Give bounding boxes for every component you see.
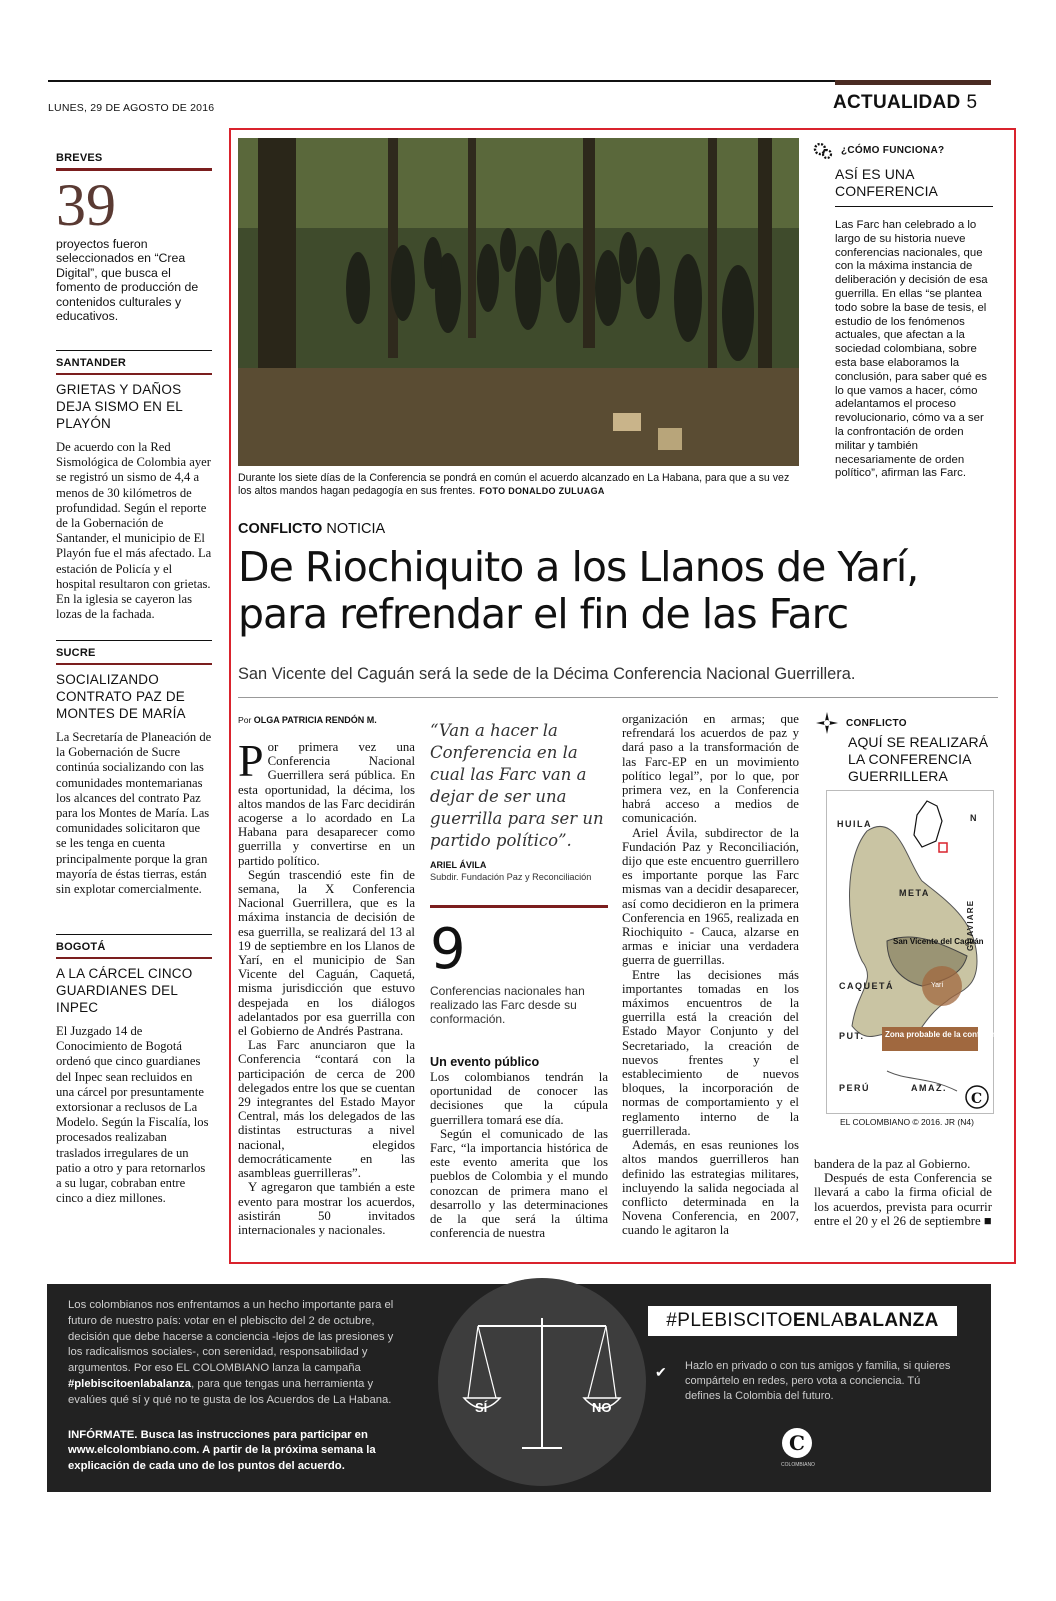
stat-number: 9	[430, 917, 466, 982]
drop-cap: P	[238, 735, 264, 786]
info-box-rule	[835, 206, 993, 207]
paragraph: Ariel Ávila, subdirector de la Fundación Paz y Reconciliación, dijo que este encuentro guerrillero es importante porque las Farc mismas van a decidir desaparecer, así como decidieron en la primera Conferencia en 1965, realizada en Riochiquito - Cauca, alzarse en armas e iniciar una verdadera guerra de guerrillas.	[622, 825, 799, 968]
stat-rule	[430, 905, 608, 908]
ad-hashtag-inline: #plebiscitoenlabalanza	[68, 1377, 192, 1390]
info-box-body: Las Farc han celebrado a lo largo de su historia nueve conferencias nacionales, que con la máxima instancia de deliberación y decisión de esa guerrilla. En ellas “se plantea todo sobre la base de tesis, el estudio de los fenómenos actuales, que afectan a la sociedad colombiana, sobre esta base elaboramos la conclusión, para saber qué es lo que vamos a hacer, cómo adelantamos el proceso revolucionario, cómo va a ser la confrontación de orden militar y también necesariamente de orden político”, afirman las Farc.	[835, 219, 988, 480]
map-north-label: N	[970, 813, 977, 823]
breves-number: 39	[56, 172, 116, 238]
caption-text: Durante los siete días de la Conferencia se pondrá en común el acuerdo alcanzado en La Habana, para que a su vez los altos mandos hagan pedagogía en sus frentes.	[238, 472, 790, 497]
paragraph: Y agregaron que también a este evento para mostrar los acuerdos, asistirán 50 invitados internacionales y nacionales.	[238, 1180, 415, 1237]
map-logo: C	[971, 1091, 983, 1107]
map-label-peru: PERÚ	[839, 1083, 871, 1093]
brief-region: SANTANDER	[56, 357, 127, 369]
map-label-guaviare: GUAVIARE	[966, 899, 975, 951]
subhead-rule	[238, 697, 998, 698]
paragraph: Entre las decisiones más importantes tomadas en los máximos encuentros de la guerrilla está la creación del Estado Mayor Conjunto y del Secretariado, la creación de nuevos frentes y el establecimiento de nuevos bloques, la incorporación de normas de comportamiento y el reglamento interno de la guerrillerada.	[622, 967, 799, 1138]
brief-body: El Juzgado 14 de Conocimiento de Bogotá ordenó que cinco guardianes del Inpec sean recluidos en una cárcel por presuntamente extorsionar a reclusos de La Modelo. Según la Fiscalía, los procesados realizaban traslados irregulares de un patio a otro y para retornarlos a su lugar, cobraban entre cinco a diez millones.	[56, 1024, 209, 1206]
brief-bogota	[56, 934, 212, 1206]
scale-yes-label: SÍ	[475, 1400, 488, 1415]
article-column-3	[622, 712, 799, 1238]
campaign-hashtag: #PLEBISCITOENLABALANZA	[648, 1306, 957, 1336]
paragraph: Según trascendió este fin de semana, la X Conferencia Nacional Guerrillera, que es la máxima instancia de decisión de esa guerrilla, se realizará del 13 al 19 de septiembre en los Llanos de Yarí, en el municipio de San Vicente del Caguán, Caquetá, misma jurisdicción que estuvo despejada en los diálogos adelantados por esa guerrilla con el Gobierno de Andrés Pastrana.	[238, 867, 415, 1039]
map-label-zona: Zona probable de la conferencia	[885, 1030, 1008, 1039]
article-subhead: San Vicente del Caguán será la sede de la Décima Conferencia Nacional Guerrillera.	[238, 665, 856, 683]
breves-text: proyectos fueron seleccionados en “Crea Digital”, que busca el fomento de producción de contenidos culturales y educativos.	[56, 237, 199, 324]
article-column-2	[430, 1070, 608, 1240]
byline	[238, 715, 377, 725]
check-icon: ✔	[655, 1364, 667, 1380]
brief-sucre	[56, 640, 212, 897]
guerrilla-photo	[238, 138, 799, 466]
info-box-header	[813, 142, 993, 160]
map-label-huila: HUILA	[837, 819, 872, 829]
gears-icon	[813, 142, 833, 160]
kicker-light: NOTICIA	[326, 521, 386, 537]
article-kicker	[238, 521, 385, 537]
map-label-amaz: AMAZ.	[911, 1083, 947, 1093]
map-graphic	[827, 791, 1008, 1113]
map-box-label: CONFLICTO	[846, 717, 907, 729]
quote-author: ARIEL ÁVILA	[430, 860, 487, 870]
quote-role: Subdir. Fundación Paz y Reconciliación	[430, 872, 592, 882]
photo-credit: FOTO DONALDO ZULUAGA	[479, 486, 605, 496]
map-credit: EL COLOMBIANO © 2016. JR (N4)	[840, 1117, 974, 1127]
brief-headline: A LA CÁRCEL CINCO GUARDIANES DEL INPEC	[56, 966, 193, 1015]
article-column-4	[814, 1157, 992, 1228]
logo-text: COLOMBIANO	[781, 1462, 815, 1468]
stat-text: Conferencias nacionales han realizado las Farc desde su conformación.	[430, 984, 585, 1026]
info-box-label: ¿CÓMO FUNCIONA?	[841, 145, 945, 157]
brief-body: De acuerdo con la Red Sismológica de Colombia ayer se registró un sismo de 4,4 a menos de 30 kilómetros de profundidad. Según el reporte de la Gobernación de Santander, el municipio de El Playón fue el más afectado. La estación de Policía y el hospital resultaron con grietas. En la iglesia se cayeron las lozas de la fachada.	[56, 440, 212, 622]
map-box-headline: AQUÍ SE REALIZARÁ LA CONFERENCIA GUERRILLERA	[848, 734, 989, 784]
map-label-san-vicente: San Vicente del Caguán	[893, 937, 984, 946]
ad-side-text: Hazlo en privado o con tus amigos y familia, si quieres compártelo en redes, pero vota a conciencia. Tú defines la Colombia del futuro.	[685, 1360, 951, 1402]
map-label-put: PUT.	[839, 1031, 865, 1041]
brief-rule	[56, 934, 212, 935]
map-label-meta: META	[899, 888, 930, 898]
brief-headline: SOCIALIZANDO CONTRATO PAZ DE MONTES DE MARÍA	[56, 672, 186, 721]
paragraph: Los colombianos tendrán la oportunidad de conocer las decisiones que la cúpula guerrillera tomará ese día.	[430, 1070, 608, 1127]
brief-rule	[56, 350, 212, 351]
issue-date: LUNES, 29 DE AGOSTO DE 2016	[48, 102, 215, 114]
brief-region: SUCRE	[56, 647, 96, 659]
paragraph: Según el comunicado de las Farc, “la importancia histórica de este evento amerita que los pueblos de Colombia y el mundo conozcan de primera mano el desarrollo y las determinaciones de la que será la última conferencia de nuestra	[430, 1126, 608, 1241]
kicker-bold: CONFLICTO	[238, 521, 323, 537]
info-box	[813, 142, 993, 481]
map-box-header	[816, 712, 992, 785]
photo-caption	[238, 472, 799, 498]
compass-icon	[816, 712, 838, 734]
brief-region-rule	[56, 957, 212, 959]
paragraph: bandera de la paz al Gobierno.	[814, 1157, 971, 1171]
el-colombiano-logo: C	[782, 1428, 812, 1458]
paragraph: Después de esta Conferencia se llevará a cabo la firma oficial de los acuerdos, prevista para ocurrir entre el 20 y el 26 de septiembre ■	[814, 1171, 992, 1228]
sub-heading: Un evento público	[430, 1055, 540, 1069]
breves-label: BREVES	[56, 152, 103, 164]
section-accent-bar	[835, 80, 991, 85]
colombia-map	[826, 790, 1008, 1114]
article-column-1	[238, 735, 415, 1237]
page-number: 5	[966, 92, 978, 113]
paragraph: organización en armas; que refrendará los acuerdos de paz y dará paso a la transformación de las Farc-EP en un movimiento político legal”, por lo que, por primera vez, en la Conferencia habrá acceso a medios de comunicación.	[622, 712, 799, 826]
brief-headline: GRIETAS Y DAÑOS DEJA SISMO EN EL PLAYÓN	[56, 382, 183, 431]
brief-region-rule	[56, 663, 212, 665]
scale-no-label: NO	[592, 1400, 612, 1415]
map-label-caqueta: CAQUETÁ	[839, 981, 894, 991]
pull-quote: “Van a hacer la Conferencia en la cual las Farc van a dejar de ser una guerrilla para ser un partido político”.	[430, 721, 604, 850]
brief-body: La Secretaría de Planeación de la Gobernación de Sucre continúa socializando con las comunidades montemarianas los alcances del contrato Paz para los Montes de María. Las comunidades solicitaron que se les tenga en cuenta principalmente porque la gran mayoría de éstas tierras, están sin explotar comercialmente.	[56, 730, 212, 897]
byline-name: OLGA PATRICIA RENDÓN M.	[253, 715, 377, 725]
ad-text: Los colombianos nos enfrentamos a un hecho importante para el futuro de nuestro país: votar en el plebiscito del 2 de octubre, decisión que debe hacerse a conciencia -lejos de las presiones y los radicalismos sociales-, con serenidad, responsabilidad y argumentos. Por eso EL COLOMBIANO lanza la campaña #plebiscitoenlabalanza, para que tengas una herramienta y evalúes qué sí y qué no te gusta de los Acuerdos de La Habana.	[68, 1299, 394, 1406]
paragraph: Las Farc anunciaron que la Conferencia “contará con la participación de cerca de 200 delegados entre los que se cuentan 29 integrantes del Estado Mayor Central, más los delegados de las distintas estructuras a nivel nacional, elegidos democráticamente en las asambleas guerrilleras”.	[238, 1038, 415, 1181]
brief-santander	[56, 350, 212, 622]
sidebar	[56, 152, 212, 323]
brief-region-rule	[56, 373, 212, 375]
forest-scene-image	[238, 138, 799, 466]
paragraph: Además, en esas reuniones los altos mandos guerrilleros han definido las estrategias militares, incluyendo la salida negociada al conflicto determinada en la Novena Conferencia, en 2007, cuando le agitaron la	[622, 1138, 799, 1238]
breves-rule	[56, 168, 212, 171]
balance-scale-icon	[438, 1278, 646, 1486]
paragraph: Por primera vez una Conferencia Nacional Guerrillera será pública. En esta oportunidad, la décima, los altos mandos de las Farc decidirán acogerse a lo acordado en La Habana para desaparecer como guerrilla y convertirse en un partido político.	[238, 735, 415, 868]
article-headline: De Riochiquito a los Llanos de Yarí, para refrendar el fin de las Farc	[238, 543, 919, 638]
section-name: ACTUALIDAD	[833, 92, 961, 113]
byline-prefix: Por	[238, 715, 252, 725]
ad-scale-circle	[438, 1278, 646, 1486]
map-label-yari: Yarí	[931, 982, 944, 989]
ad-cta: INFÓRMATE. Busca las instrucciones para participar en www.elcolombiano.com. A partir de la próxima semana la explicación de cada uno de los puntos del acuerdo.	[68, 1429, 376, 1472]
section-title	[833, 92, 977, 114]
brief-region: BOGOTÁ	[56, 941, 106, 953]
brief-rule	[56, 640, 212, 641]
info-box-headline: ASÍ ES UNA CONFERENCIA	[835, 166, 938, 199]
